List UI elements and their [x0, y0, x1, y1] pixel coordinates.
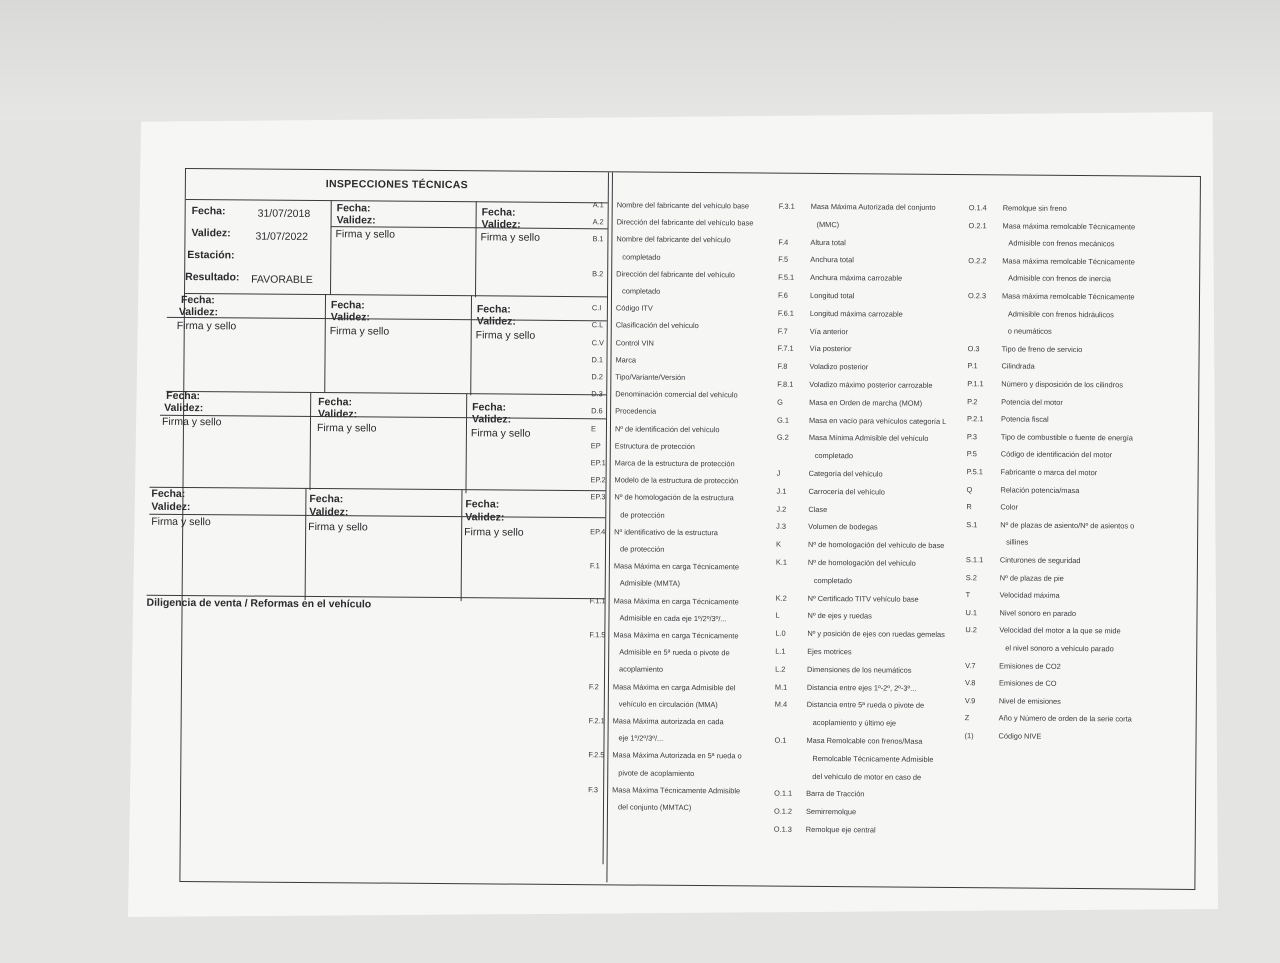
legend-description: Código ITV [615, 303, 653, 313]
legend-description: Potencia del motor [1001, 397, 1063, 407]
legend-code: F.6.1 [777, 308, 794, 318]
legend-description: Remolque eje central [805, 824, 876, 835]
firma-label: Firma y sello [470, 427, 531, 440]
legend-description: Masa en Orden de marcha (MOM) [809, 397, 923, 408]
estacion-label: Estación: [187, 249, 235, 262]
legend-description: Nº identificativo de la estructura [614, 527, 718, 537]
legend-description: Denominación comercial del vehículo [615, 389, 738, 400]
legend-code: F.2 [588, 681, 599, 691]
legend-description: Tipo/Variante/Versión [615, 372, 686, 382]
legend-description: Admisible con frenos de inercia [1008, 273, 1111, 284]
divider [185, 293, 607, 297]
legend-description: Masa Máxima en carga Técnicamente [613, 595, 739, 606]
legend-description: Nombre del fabricante del vehículo [616, 234, 731, 245]
legend-description: Estructura de protección [614, 441, 695, 451]
legend-code: L.2 [775, 664, 786, 674]
legend-description: Masa Máxima en carga Admisible del [612, 681, 736, 692]
legend-code: M.4 [774, 700, 788, 710]
legend-code: P.2.1 [967, 414, 984, 424]
legend-code: J.3 [776, 522, 787, 532]
legend-description: pivote de acoplamiento [618, 768, 695, 778]
inspection-form [146, 168, 1201, 890]
legend-description: Código NIVE [998, 731, 1042, 741]
validez-label: Validez: [476, 315, 516, 328]
legend-description: Nº de identificación del vehículo [614, 423, 720, 434]
legend-code: F.6 [777, 290, 788, 300]
legend-description: el nivel sonoro a vehículo parado [1005, 643, 1114, 654]
legend-description: Tipo de combustible o fuente de energía [1000, 432, 1133, 443]
legend-code: O.1 [774, 735, 787, 745]
legend-code: EP.3 [590, 492, 606, 502]
legend-description: completado [813, 575, 853, 586]
resultado-value: FAVORABLE [251, 273, 313, 287]
divider [309, 392, 311, 490]
divider [149, 514, 605, 519]
legend-code: T [965, 590, 971, 600]
legend-description: Masa Máxima Técnicamente Admisible [612, 785, 741, 796]
legend-code: EP [590, 440, 601, 451]
legend-description: Vía posterior [809, 344, 852, 354]
validez-label: Validez: [336, 214, 376, 227]
legend-code: EP.1 [590, 458, 606, 468]
legend-code: F.3 [588, 784, 599, 795]
legend-code: G.1 [777, 415, 789, 425]
legend-code: D.3 [591, 389, 603, 399]
legend-description: Ejes motrices [807, 646, 852, 657]
divider [465, 393, 467, 493]
legend-code: Z [964, 713, 970, 723]
legend-description: o neumáticos [1007, 326, 1052, 336]
legend-description: Control VIN [615, 337, 654, 348]
firma-label: Firma y sello [464, 526, 524, 539]
legend-description: Marca [615, 355, 637, 365]
legend-description: Distancia entre ejes 1º-2º, 2º-3º... [806, 682, 917, 693]
legend-description: eje 1º/2º/3º/... [618, 733, 664, 743]
legend-description: Dirección del fabricante del vehículo [616, 269, 735, 280]
legend-description: Vía anterior [809, 326, 848, 336]
legend-code: V.8 [964, 678, 976, 688]
legend-code: V.7 [965, 660, 976, 670]
legend-description: del vehículo de motor en caso de [812, 771, 922, 782]
legend-description: Modelo de la estructura de protección [614, 475, 739, 486]
legend-code: F.1.1 [589, 595, 606, 605]
legend-description: Remolque sin freno [1002, 203, 1067, 213]
divider [475, 201, 477, 297]
legend-code: U.2 [965, 625, 977, 635]
legend-description: Barra de Tracción [806, 789, 865, 799]
legend-description: sillines [1006, 537, 1029, 548]
legend-description: Nombre del fabricante del vehículo base [616, 200, 750, 211]
legend-description: Nº de homologación de la estructura [614, 492, 734, 503]
legend-code: F.7 [777, 326, 788, 336]
fecha-value: 31/07/2018 [257, 207, 311, 220]
legend-description: Admisible en cada eje 1º/2º/3º/... [619, 613, 727, 624]
legend-code: S.2 [965, 572, 977, 582]
firma-label: Firma y sello [475, 329, 536, 342]
legend-description: Número y disposición de los cilindros [1001, 379, 1123, 390]
legend-code: O.1.1 [774, 789, 793, 799]
legend-description: Procedencia [615, 406, 657, 417]
fecha-label: Fecha: [476, 303, 511, 316]
legend-code: F.8 [777, 361, 788, 371]
firma-label: Firma y sello [329, 325, 390, 338]
legend-description: Velocidad del motor a la que se mide [999, 625, 1121, 636]
legend-code: D.1 [591, 354, 604, 365]
legend-code: K.1 [775, 557, 788, 567]
legend-description: (MMC) [816, 219, 840, 229]
legend-code: O.1.4 [968, 203, 987, 213]
legend-description: Distancia entre 5ª rueda o pivote de [806, 700, 925, 711]
legend-code: A.1 [592, 200, 604, 210]
legend-description: del conjunto (MMTAC) [617, 802, 692, 812]
legend-code: J.2 [776, 504, 787, 514]
legend-code: F.2.5 [588, 750, 605, 760]
legend-description: Carrocería del vehículo [808, 486, 885, 497]
firma-label: Firma y sello [151, 515, 211, 529]
fecha-label: Fecha: [330, 299, 365, 312]
validez-label: Validez: [318, 408, 358, 421]
legend-description: Admisible con frenos hidráulicos [1007, 309, 1114, 319]
legend-description: Año y Número de orden de la serie corta [998, 713, 1132, 724]
legend-description: Nivel de emisiones [998, 696, 1061, 706]
legend-description: Nº de homologación del vehículo [807, 557, 916, 568]
legend-description: Emisiones de CO [998, 678, 1057, 689]
legend-description: Cilindrada [1001, 361, 1035, 372]
legend-description: acoplamiento y último eje [812, 718, 897, 728]
firma-label: Firma y sello [308, 520, 368, 534]
legend-code: C.I [591, 303, 602, 313]
legend-description: de protección [620, 510, 665, 520]
legend-description: Masa en vacío para vehículos categoría L [809, 415, 947, 426]
legend-description: Nº de homologación del vehículo de base [808, 540, 945, 551]
validez-label: Validez: [309, 505, 349, 519]
legend-description: Color [1000, 502, 1019, 512]
fecha-label: Fecha: [481, 206, 516, 219]
legend-description: Admisible (MMTA) [619, 578, 681, 589]
validez-label: Validez: [151, 500, 191, 514]
legend-description: Masa Remolcable con frenos/Masa [806, 735, 923, 746]
fecha-label: Fecha: [309, 492, 344, 506]
legend-description: completado [814, 451, 854, 461]
validez-label: Validez: [164, 401, 204, 415]
legend-description: Nivel sonoro en parado [999, 608, 1076, 618]
legend-code: F.5 [778, 255, 789, 265]
fecha-label: Fecha: [465, 498, 500, 511]
legend-description: Nº de ejes y ruedas [807, 611, 872, 621]
legend-code: K.2 [775, 593, 787, 603]
legend-description: Clasificación del vehículo [615, 320, 699, 331]
legend-code: EP.4 [590, 526, 606, 537]
legend-description: Semirremolque [805, 807, 857, 817]
legend-description: Dirección del fabricante del vehículo base [616, 217, 754, 228]
fecha-label: Fecha: [336, 202, 371, 215]
legend-description: Velocidad máxima [999, 590, 1060, 601]
validez-label: Validez: [191, 227, 231, 240]
legend-code: O.2.1 [968, 220, 987, 230]
legend-description: vehículo en circulación (MMA) [618, 699, 718, 709]
legend-code: P.5 [966, 449, 977, 459]
legend-description: Admisible en 5ª rueda o pivote de [619, 647, 730, 658]
legend-description: Voladizo posterior [809, 362, 869, 372]
legend-code: O.1.2 [773, 806, 793, 816]
legend-code: O.2.3 [967, 291, 987, 301]
legend-code: F.7.1 [777, 344, 794, 354]
legend-code: J.1 [776, 486, 787, 496]
legend-description: Nº de plazas de pie [999, 573, 1064, 583]
legend-code: O.3 [967, 343, 980, 354]
firma-label: Firma y sello [161, 415, 222, 429]
validez-label: Validez: [330, 311, 370, 324]
legend-description: Volumen de bodegas [808, 522, 878, 532]
legend-description: Masa Máxima Autorizada del conjunto [810, 201, 936, 212]
fecha-label: Fecha: [472, 401, 507, 414]
legend-code: C.L [591, 320, 604, 330]
legend-code: L [775, 611, 780, 621]
legend-code: F.1 [589, 561, 600, 571]
legend-description: Anchura total [810, 255, 854, 265]
legend-description: Masa Máxima en carga Técnicamente [613, 630, 739, 641]
legend-description: Remolcable Técnicamente Admisible [812, 753, 934, 764]
legend-code: E [590, 423, 596, 433]
legend-description: Nº y posición de ejes con ruedas gemelas [807, 629, 945, 640]
legend-description: de protección [619, 544, 665, 554]
legend-code: EP.2 [590, 475, 606, 485]
legend-description: Marca de la estructura de protección [614, 458, 735, 469]
fecha-label: Fecha: [166, 389, 201, 403]
form-title: INSPECCIONES TÉCNICAS [325, 178, 469, 192]
legend-code: U.1 [965, 607, 978, 618]
legend-description: Longitud total [809, 290, 855, 301]
legend-code: L.1 [775, 646, 786, 656]
legend-code: G.2 [776, 433, 789, 443]
legend-description: Clase [808, 504, 828, 514]
legend-code: R [966, 502, 972, 512]
legend-description: Anchura máxima carrozable [810, 273, 903, 283]
legend-description: Emisiones de CO2 [999, 661, 1061, 671]
legend-code: G [777, 397, 783, 407]
divider [305, 488, 307, 600]
legend-code: (1) [964, 731, 974, 741]
legend-description: Relación potencia/masa [1000, 485, 1080, 495]
legend-code: M.1 [774, 682, 788, 692]
legend-code: F.8.1 [777, 379, 794, 389]
validez-label: Validez: [481, 218, 521, 231]
legend-description: Nº de plazas de asiento/Nº de asientos o [1000, 520, 1135, 531]
legend-code: C.V [591, 337, 605, 347]
legend-code: A.2 [592, 217, 604, 227]
legend-description: acoplamiento [619, 664, 664, 675]
legend-code: O.2.2 [968, 255, 987, 266]
legend-code: D.6 [591, 406, 603, 416]
divider [470, 295, 472, 395]
legend-description: Fabricante o marca del motor [1000, 467, 1098, 478]
legend-description: Cinturones de seguridad [999, 555, 1081, 566]
legend-code: Q [966, 484, 973, 494]
legend-code: P.1 [967, 361, 978, 371]
fecha-label: Fecha: [191, 205, 226, 218]
divider [166, 391, 606, 395]
legend-code: P.3 [966, 431, 978, 442]
resultado-label: Resultado: [185, 271, 240, 284]
legend-description: Código de identificación del motor [1000, 449, 1113, 460]
legend-code: F.3.1 [778, 201, 795, 211]
legend-code: F.1.5 [589, 630, 606, 640]
background-surface [0, 0, 1280, 120]
validez-label: Validez: [178, 305, 219, 319]
validez-label: Validez: [465, 511, 505, 524]
legend-code: J [776, 468, 781, 478]
legend-code: F.5.1 [778, 272, 795, 282]
legend-code: L.0 [775, 628, 786, 638]
legend-code: S.1 [966, 519, 978, 530]
fecha-label: Fecha: [151, 487, 186, 501]
divider [186, 199, 608, 203]
legend-code: K [776, 539, 782, 549]
fecha-label: Fecha: [318, 396, 353, 409]
legend-description: Potencia fiscal [1001, 414, 1049, 424]
legend-code: O.1.3 [773, 824, 792, 834]
legend-code: V.9 [964, 695, 976, 706]
legend-description: Tipo de freno de servicio [1001, 344, 1083, 354]
legend-description: Voladizo máximo posterior carrozable [809, 379, 933, 390]
validez-label: Validez: [471, 413, 512, 426]
legend-description: Nº Certificado TITV vehículo base [807, 593, 919, 604]
validez-value: 31/07/2022 [255, 230, 309, 243]
legend-description: Masa máxima remolcable Técnicamente [1002, 256, 1135, 267]
legend-code: B.1 [592, 234, 604, 244]
divider [324, 294, 326, 392]
inspections-panel [146, 169, 609, 864]
firma-label: Firma y sello [316, 422, 377, 435]
legend-description: Masa máxima remolcable Técnicamente [1002, 221, 1136, 232]
legend-description: Masa máxima remolcable Técnicamente [1001, 291, 1135, 302]
legend-description: Admisible con frenos mecánicos [1008, 238, 1115, 249]
firma-label: Firma y sello [480, 231, 541, 244]
legend-code: P.5.1 [966, 467, 983, 477]
legend-description: Masa Mínima Admisible del vehículo [808, 433, 929, 444]
legend-description: Altura total [810, 237, 846, 247]
diligencia-label: Diligencia de venta / Reformas en el vehículo [146, 596, 372, 611]
legend-panel [588, 172, 1199, 887]
legend-description: Masa Máxima en carga Técnicamente [613, 561, 740, 572]
divider [330, 200, 332, 294]
legend-description: Longitud máxima carrozable [809, 308, 903, 319]
divider [149, 487, 605, 492]
legend-code: S.1.1 [965, 555, 984, 565]
firma-label: Firma y sello [335, 228, 396, 241]
legend-description: Categoría del vehículo [808, 468, 883, 479]
legend-description: completado [622, 286, 661, 296]
legend-code: F.4 [778, 237, 789, 247]
legend-description: Dimensiones de los neumáticos [807, 664, 912, 675]
legend-code: P.1.1 [967, 379, 984, 389]
legend-description: completado [622, 252, 661, 262]
fecha-label: Fecha: [180, 293, 215, 307]
legend-description: Masa Máxima Autorizada en 5ª rueda o [612, 750, 742, 761]
legend-code: B.2 [592, 268, 604, 279]
legend-code: F.2.1 [588, 716, 605, 726]
legend-code: D.2 [591, 372, 603, 382]
firma-label: Firma y sello [176, 319, 237, 333]
divider [461, 489, 463, 601]
legend-code: P.2 [967, 396, 978, 406]
divider [160, 415, 606, 420]
legend-description: Masa Máxima autorizada en cada [612, 716, 724, 727]
